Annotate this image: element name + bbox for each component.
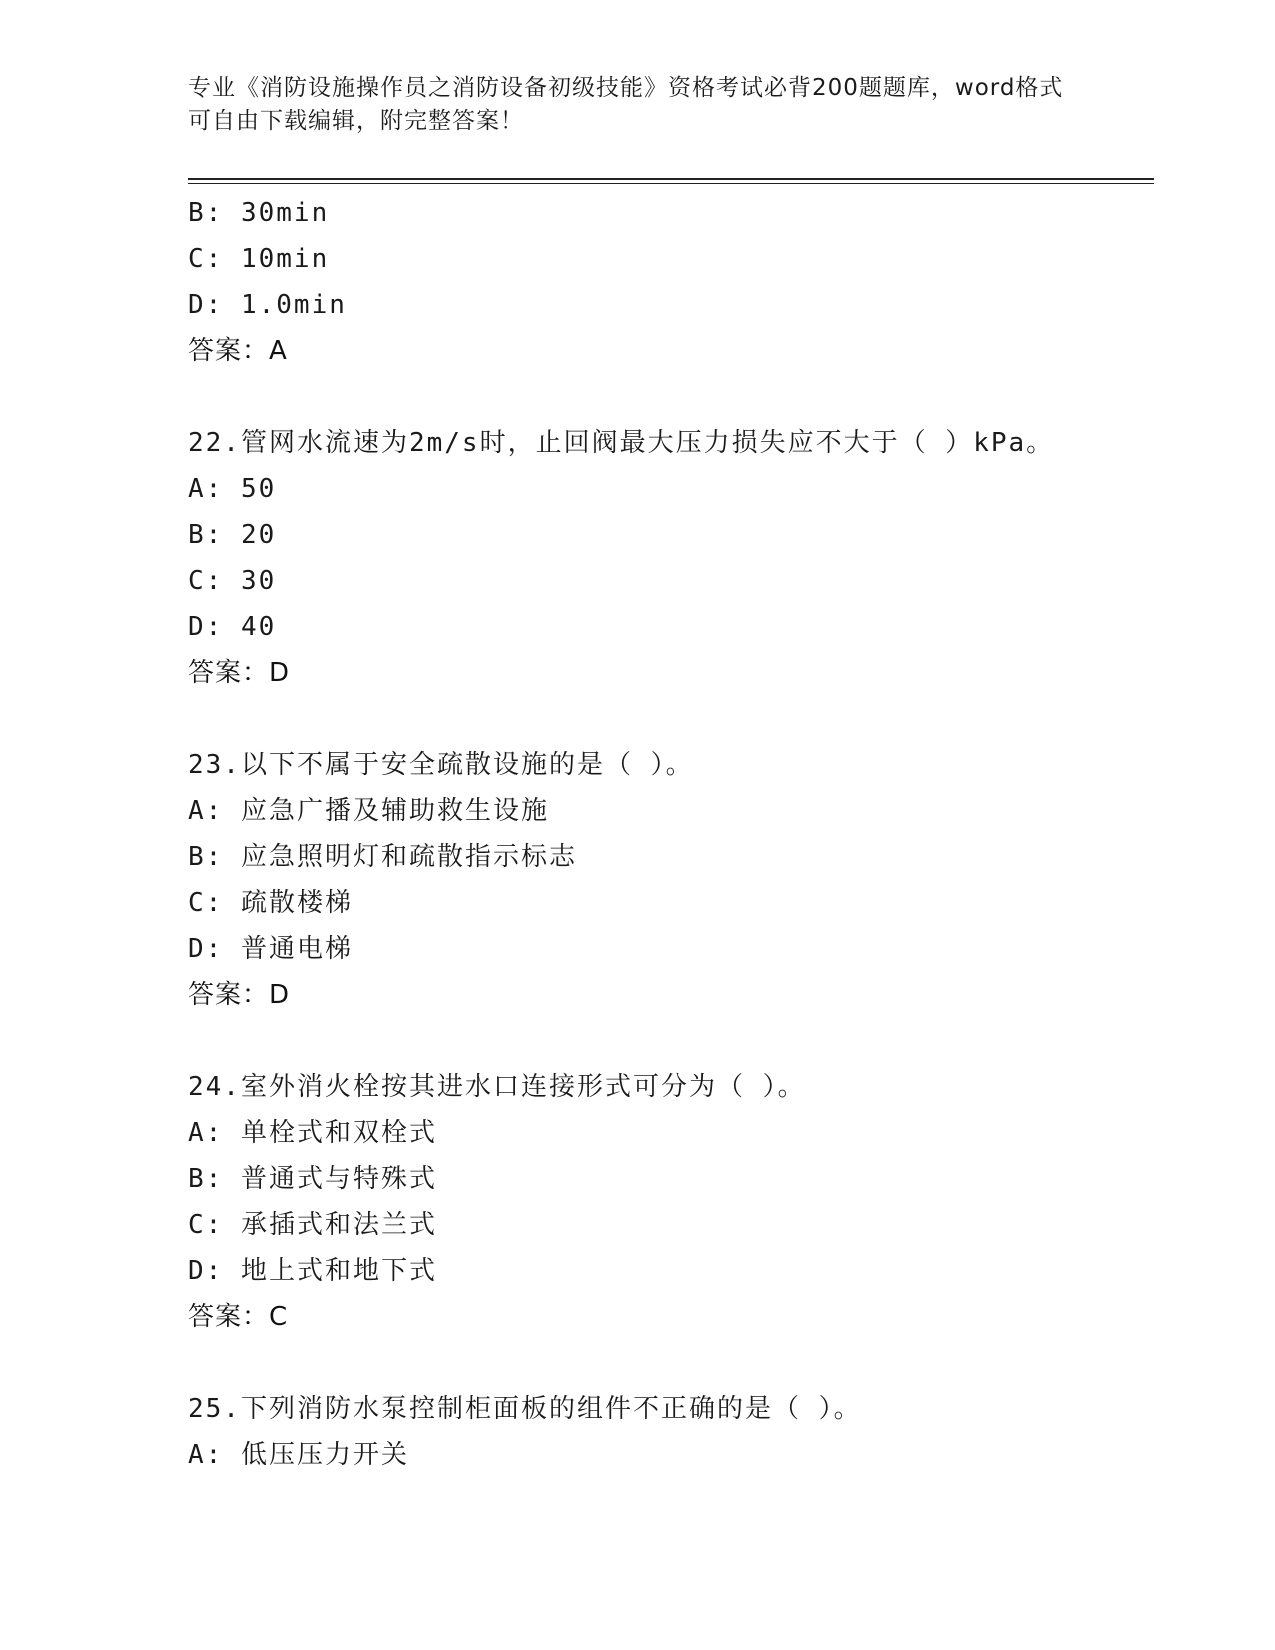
answer-line: 答案：A <box>188 336 288 366</box>
spacer <box>188 374 1128 420</box>
option-c: C: 承插式和法兰式 <box>188 1210 437 1240</box>
answer-line: 答案：D <box>188 658 291 688</box>
question-22 <box>188 420 1128 696</box>
answer-line: 答案：D <box>188 980 291 1010</box>
question-25 <box>188 1386 1128 1478</box>
question-24 <box>188 1064 1128 1340</box>
option-b: B: 20 <box>188 520 277 550</box>
option-c: C: 30 <box>188 566 277 596</box>
answer-line: 答案：C <box>188 1302 289 1332</box>
question-stem: 22.管网水流速为2m/s时，止回阀最大压力损失应不大于（ ）kPa。 <box>188 428 1055 458</box>
option-c: C: 10min <box>188 244 330 274</box>
option-a: A: 单栓式和双栓式 <box>188 1118 437 1148</box>
question-23 <box>188 742 1128 1018</box>
question-21-continuation <box>188 190 1128 374</box>
option-d: D: 1.0min <box>188 290 347 320</box>
header-divider-thick <box>188 178 1154 180</box>
option-c: C: 疏散楼梯 <box>188 888 353 918</box>
option-a: A: 低压压力开关 <box>188 1440 409 1470</box>
option-d: D: 普通电梯 <box>188 934 353 964</box>
question-stem: 23.以下不属于安全疏散设施的是（ ）。 <box>188 750 694 780</box>
spacer <box>188 1340 1128 1386</box>
document-header: 专业《消防设施操作员之消防设备初级技能》资格考试必背200题题库，word格式可自由下载编辑，附完整答案！ <box>188 75 1064 134</box>
header-divider-thin <box>188 183 1154 184</box>
spacer <box>188 1018 1128 1064</box>
option-b: B: 应急照明灯和疏散指示标志 <box>188 842 577 872</box>
option-d: D: 地上式和地下式 <box>188 1256 437 1286</box>
option-b: B: 30min <box>188 198 330 228</box>
option-a: A: 应急广播及辅助救生设施 <box>188 796 549 826</box>
question-content <box>188 190 1128 1478</box>
spacer <box>188 696 1128 742</box>
option-d: D: 40 <box>188 612 277 642</box>
question-stem: 25.下列消防水泵控制柜面板的组件不正确的是（ ）。 <box>188 1394 862 1424</box>
option-b: B: 普通式与特殊式 <box>188 1164 437 1194</box>
question-stem: 24.室外消火栓按其进水口连接形式可分为（ ）。 <box>188 1072 806 1102</box>
option-a: A: 50 <box>188 474 277 504</box>
